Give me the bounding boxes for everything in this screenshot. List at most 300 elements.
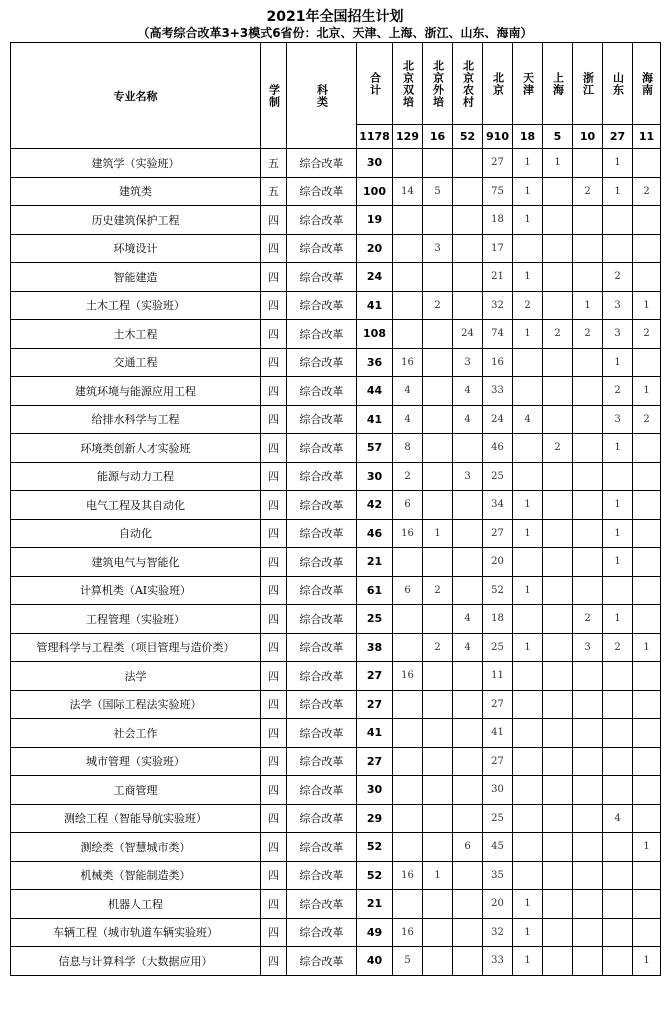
cell-bj-foreign: [423, 719, 453, 748]
cell-shandong: [603, 890, 633, 919]
cell-bj-foreign: [423, 320, 453, 349]
cell-shanghai: [543, 405, 573, 434]
cell-beijing: 34: [483, 491, 513, 520]
cell-category: 综合改革: [287, 548, 357, 577]
cell-bj-dual: [393, 833, 423, 862]
cell-duration: 四: [261, 719, 287, 748]
cell-shanghai: [543, 519, 573, 548]
cell-tianjin: 1: [513, 947, 543, 976]
cell-hainan: 1: [633, 833, 661, 862]
cell-zhejiang: [573, 348, 603, 377]
cell-beijing: 35: [483, 861, 513, 890]
cell-major: 给排水科学与工程: [11, 405, 261, 434]
table-row: [11, 947, 661, 976]
cell-major: 计算机类（AI实验班）: [11, 576, 261, 605]
cell-major: 建筑学（实验班）: [11, 149, 261, 178]
cell-shandong: 1: [603, 177, 633, 206]
cell-hainan: [633, 747, 661, 776]
cell-beijing: 18: [483, 605, 513, 634]
cell-major: 自动化: [11, 519, 261, 548]
cell-zhejiang: [573, 776, 603, 805]
cell-hainan: 1: [633, 377, 661, 406]
cell-bj-rural: 6: [453, 833, 483, 862]
cell-shandong: [603, 576, 633, 605]
cell-shandong: 1: [603, 548, 633, 577]
cell-zhejiang: 3: [573, 633, 603, 662]
cell-category: 综合改革: [287, 519, 357, 548]
cell-duration: 四: [261, 605, 287, 634]
cell-beijing: 32: [483, 291, 513, 320]
cell-shandong: 4: [603, 804, 633, 833]
cell-category: 综合改革: [287, 405, 357, 434]
cell-duration: 四: [261, 918, 287, 947]
cell-total: 41: [357, 405, 393, 434]
cell-major: 法学: [11, 662, 261, 691]
cell-bj-rural: [453, 719, 483, 748]
cell-zhejiang: [573, 263, 603, 292]
cell-bj-dual: [393, 149, 423, 178]
cell-duration: 四: [261, 776, 287, 805]
cell-major: 工程管理（实验班）: [11, 605, 261, 634]
cell-beijing: 33: [483, 377, 513, 406]
cell-shandong: [603, 234, 633, 263]
cell-category: 综合改革: [287, 662, 357, 691]
cell-beijing: 74: [483, 320, 513, 349]
cell-hainan: [633, 548, 661, 577]
cell-zhejiang: [573, 690, 603, 719]
cell-bj-dual: 4: [393, 377, 423, 406]
cell-zhejiang: [573, 234, 603, 263]
cell-total: 21: [357, 890, 393, 919]
total-beijing: 910: [483, 125, 513, 149]
header-zhejiang: [573, 43, 603, 125]
cell-zhejiang: [573, 947, 603, 976]
cell-bj-rural: [453, 947, 483, 976]
cell-shanghai: [543, 206, 573, 235]
cell-total: 27: [357, 690, 393, 719]
cell-category: 综合改革: [287, 719, 357, 748]
cell-major: 土木工程（实验班）: [11, 291, 261, 320]
cell-category: 综合改革: [287, 206, 357, 235]
table-row: [11, 149, 661, 178]
cell-beijing: 17: [483, 234, 513, 263]
header-bj-foreign: [423, 43, 453, 125]
cell-category: 综合改革: [287, 291, 357, 320]
cell-shanghai: [543, 263, 573, 292]
cell-shanghai: [543, 633, 573, 662]
cell-bj-foreign: 3: [423, 234, 453, 263]
cell-tianjin: [513, 804, 543, 833]
table-row: [11, 320, 661, 349]
cell-beijing: 25: [483, 804, 513, 833]
cell-bj-foreign: 2: [423, 576, 453, 605]
cell-beijing: 20: [483, 548, 513, 577]
cell-hainan: [633, 576, 661, 605]
cell-bj-foreign: [423, 263, 453, 292]
header-hainan: [633, 43, 661, 125]
cell-major: 工商管理: [11, 776, 261, 805]
cell-tianjin: 1: [513, 177, 543, 206]
cell-beijing: 16: [483, 348, 513, 377]
cell-duration: 四: [261, 690, 287, 719]
cell-category: 综合改革: [287, 947, 357, 976]
cell-hainan: [633, 206, 661, 235]
cell-duration: 四: [261, 348, 287, 377]
cell-bj-dual: 6: [393, 576, 423, 605]
cell-category: 综合改革: [287, 348, 357, 377]
total-hainan: 11: [633, 125, 661, 149]
cell-category: 综合改革: [287, 462, 357, 491]
cell-shanghai: [543, 861, 573, 890]
cell-bj-rural: 3: [453, 462, 483, 491]
cell-zhejiang: [573, 747, 603, 776]
cell-bj-rural: 24: [453, 320, 483, 349]
cell-major: 机器人工程: [11, 890, 261, 919]
cell-beijing: 18: [483, 206, 513, 235]
cell-beijing: 46: [483, 434, 513, 463]
cell-zhejiang: [573, 405, 603, 434]
cell-zhejiang: [573, 662, 603, 691]
table-row: [11, 434, 661, 463]
cell-shandong: [603, 206, 633, 235]
cell-duration: 四: [261, 804, 287, 833]
cell-zhejiang: [573, 149, 603, 178]
cell-tianjin: [513, 662, 543, 691]
cell-hainan: [633, 149, 661, 178]
header-shanghai-text: 上海: [551, 71, 565, 96]
table-row: [11, 405, 661, 434]
cell-bj-foreign: 2: [423, 633, 453, 662]
cell-shandong: [603, 918, 633, 947]
cell-bj-dual: [393, 263, 423, 292]
cell-bj-foreign: [423, 405, 453, 434]
cell-bj-dual: [393, 776, 423, 805]
table-row: [11, 690, 661, 719]
cell-category: 综合改革: [287, 149, 357, 178]
cell-bj-foreign: [423, 348, 453, 377]
table-row: [11, 348, 661, 377]
cell-bj-dual: 16: [393, 861, 423, 890]
cell-bj-rural: [453, 234, 483, 263]
cell-total: 108: [357, 320, 393, 349]
cell-bj-rural: [453, 548, 483, 577]
table-row: [11, 206, 661, 235]
cell-zhejiang: 2: [573, 320, 603, 349]
cell-category: 综合改革: [287, 833, 357, 862]
cell-bj-rural: [453, 776, 483, 805]
cell-beijing: 27: [483, 690, 513, 719]
cell-bj-dual: 5: [393, 947, 423, 976]
cell-bj-dual: 14: [393, 177, 423, 206]
cell-shanghai: 1: [543, 149, 573, 178]
cell-major: 测绘工程（智能导航实验班）: [11, 804, 261, 833]
cell-shandong: 3: [603, 291, 633, 320]
cell-total: 36: [357, 348, 393, 377]
cell-beijing: 21: [483, 263, 513, 292]
cell-tianjin: 2: [513, 291, 543, 320]
cell-category: 综合改革: [287, 263, 357, 292]
cell-bj-dual: 16: [393, 348, 423, 377]
cell-shandong: 3: [603, 320, 633, 349]
cell-duration: 四: [261, 833, 287, 862]
cell-bj-foreign: 5: [423, 177, 453, 206]
cell-hainan: [633, 263, 661, 292]
cell-bj-foreign: [423, 206, 453, 235]
cell-duration: 四: [261, 548, 287, 577]
table-row: [11, 519, 661, 548]
cell-total: 49: [357, 918, 393, 947]
cell-beijing: 30: [483, 776, 513, 805]
table-body: [11, 149, 661, 976]
cell-beijing: 27: [483, 519, 513, 548]
cell-shandong: [603, 462, 633, 491]
cell-bj-rural: [453, 491, 483, 520]
table-row: [11, 719, 661, 748]
cell-bj-foreign: [423, 434, 453, 463]
cell-bj-foreign: [423, 491, 453, 520]
cell-bj-foreign: [423, 690, 453, 719]
cell-bj-foreign: [423, 662, 453, 691]
cell-shanghai: [543, 690, 573, 719]
cell-tianjin: 1: [513, 576, 543, 605]
cell-shandong: [603, 861, 633, 890]
cell-shanghai: 2: [543, 434, 573, 463]
cell-tianjin: [513, 462, 543, 491]
total-zhejiang: 10: [573, 125, 603, 149]
cell-bj-rural: [453, 690, 483, 719]
cell-hainan: [633, 348, 661, 377]
cell-major: 历史建筑保护工程: [11, 206, 261, 235]
cell-tianjin: [513, 719, 543, 748]
header-category: [287, 43, 357, 149]
page-title: 2021年全国招生计划: [266, 9, 404, 25]
cell-zhejiang: 1: [573, 291, 603, 320]
cell-bj-dual: [393, 206, 423, 235]
cell-duration: 四: [261, 320, 287, 349]
cell-zhejiang: [573, 861, 603, 890]
cell-duration: 四: [261, 405, 287, 434]
cell-duration: 四: [261, 491, 287, 520]
cell-bj-rural: 4: [453, 605, 483, 634]
cell-zhejiang: 2: [573, 605, 603, 634]
cell-bj-rural: 4: [453, 405, 483, 434]
cell-major: 建筑电气与智能化: [11, 548, 261, 577]
cell-category: 综合改革: [287, 804, 357, 833]
cell-bj-rural: [453, 804, 483, 833]
cell-total: 19: [357, 206, 393, 235]
total-shanghai: 5: [543, 125, 573, 149]
cell-bj-rural: [453, 177, 483, 206]
cell-shanghai: [543, 548, 573, 577]
cell-major: 交通工程: [11, 348, 261, 377]
cell-beijing: 27: [483, 747, 513, 776]
cell-shandong: 1: [603, 491, 633, 520]
cell-category: 综合改革: [287, 491, 357, 520]
cell-shanghai: [543, 833, 573, 862]
cell-hainan: 2: [633, 177, 661, 206]
table-row: [11, 918, 661, 947]
cell-bj-rural: [453, 861, 483, 890]
cell-tianjin: 4: [513, 405, 543, 434]
cell-duration: 四: [261, 291, 287, 320]
cell-beijing: 25: [483, 462, 513, 491]
cell-major: 管理科学与工程类（项目管理与造价类）: [11, 633, 261, 662]
cell-beijing: 24: [483, 405, 513, 434]
header-shandong: [603, 43, 633, 125]
cell-bj-dual: 2: [393, 462, 423, 491]
cell-hainan: [633, 690, 661, 719]
cell-major: 电气工程及其自动化: [11, 491, 261, 520]
cell-total: 100: [357, 177, 393, 206]
table-row: [11, 605, 661, 634]
cell-bj-foreign: [423, 776, 453, 805]
cell-major: 土木工程: [11, 320, 261, 349]
cell-shanghai: [543, 234, 573, 263]
cell-major: 测绘类（智慧城市类）: [11, 833, 261, 862]
cell-total: 20: [357, 234, 393, 263]
cell-zhejiang: [573, 462, 603, 491]
cell-category: 综合改革: [287, 234, 357, 263]
cell-shanghai: [543, 662, 573, 691]
header-beijing: [483, 43, 513, 125]
cell-hainan: 1: [633, 633, 661, 662]
table-row: [11, 804, 661, 833]
cell-tianjin: [513, 747, 543, 776]
cell-zhejiang: [573, 833, 603, 862]
cell-duration: 四: [261, 576, 287, 605]
cell-shandong: [603, 662, 633, 691]
cell-zhejiang: [573, 491, 603, 520]
cell-category: 综合改革: [287, 377, 357, 406]
cell-bj-foreign: 1: [423, 519, 453, 548]
cell-total: 41: [357, 291, 393, 320]
table-row: [11, 263, 661, 292]
cell-bj-foreign: [423, 149, 453, 178]
cell-duration: 四: [261, 633, 287, 662]
cell-bj-rural: [453, 662, 483, 691]
cell-duration: 五: [261, 149, 287, 178]
cell-hainan: [633, 776, 661, 805]
cell-bj-foreign: [423, 747, 453, 776]
cell-major: 建筑类: [11, 177, 261, 206]
table-row: [11, 861, 661, 890]
header-beijing-text: 北京: [491, 71, 505, 96]
cell-hainan: 1: [633, 947, 661, 976]
cell-duration: 四: [261, 377, 287, 406]
header-zhejiang-text: 浙江: [581, 71, 595, 96]
cell-tianjin: 1: [513, 519, 543, 548]
cell-beijing: 32: [483, 918, 513, 947]
cell-shandong: [603, 719, 633, 748]
table-row: [11, 462, 661, 491]
cell-bj-dual: 4: [393, 405, 423, 434]
cell-total: 27: [357, 747, 393, 776]
cell-category: 综合改革: [287, 776, 357, 805]
cell-bj-foreign: [423, 833, 453, 862]
cell-total: 30: [357, 776, 393, 805]
cell-tianjin: [513, 434, 543, 463]
cell-duration: 四: [261, 234, 287, 263]
header-bj-rural-text: 北京农村: [461, 59, 475, 108]
header-category-text: 科类: [315, 83, 329, 108]
cell-bj-foreign: [423, 804, 453, 833]
cell-hainan: [633, 234, 661, 263]
cell-bj-dual: 16: [393, 918, 423, 947]
cell-shandong: 3: [603, 405, 633, 434]
header-bj-dual-text: 北京双培: [401, 59, 415, 108]
cell-bj-foreign: [423, 918, 453, 947]
cell-zhejiang: [573, 548, 603, 577]
cell-shanghai: [543, 462, 573, 491]
cell-total: 38: [357, 633, 393, 662]
enrollment-plan-table: [10, 42, 661, 976]
cell-hainan: [633, 462, 661, 491]
cell-tianjin: [513, 833, 543, 862]
cell-bj-foreign: [423, 947, 453, 976]
cell-bj-rural: [453, 434, 483, 463]
cell-major: 建筑环境与能源应用工程: [11, 377, 261, 406]
cell-category: 综合改革: [287, 177, 357, 206]
table-row: [11, 776, 661, 805]
cell-shanghai: [543, 605, 573, 634]
cell-bj-dual: 8: [393, 434, 423, 463]
cell-major: 环境设计: [11, 234, 261, 263]
cell-hainan: [633, 918, 661, 947]
cell-shanghai: [543, 491, 573, 520]
cell-bj-dual: 6: [393, 491, 423, 520]
header-tianjin: [513, 43, 543, 125]
page-subtitle: （高考综合改革3+3模式6省份：北京、天津、上海、浙江、山东、海南）: [137, 26, 533, 40]
cell-shanghai: [543, 177, 573, 206]
table-row: [11, 234, 661, 263]
cell-tianjin: [513, 548, 543, 577]
cell-total: 40: [357, 947, 393, 976]
cell-hainan: [633, 605, 661, 634]
cell-category: 综合改革: [287, 890, 357, 919]
cell-bj-rural: [453, 149, 483, 178]
cell-hainan: [633, 662, 661, 691]
cell-bj-dual: [393, 890, 423, 919]
cell-hainan: [633, 519, 661, 548]
cell-hainan: [633, 890, 661, 919]
cell-tianjin: 1: [513, 633, 543, 662]
cell-zhejiang: [573, 377, 603, 406]
cell-category: 综合改革: [287, 576, 357, 605]
cell-duration: 四: [261, 861, 287, 890]
cell-beijing: 25: [483, 633, 513, 662]
cell-shanghai: [543, 377, 573, 406]
cell-shandong: 1: [603, 434, 633, 463]
cell-shandong: 2: [603, 633, 633, 662]
cell-tianjin: 1: [513, 206, 543, 235]
cell-shanghai: [543, 719, 573, 748]
cell-duration: 四: [261, 519, 287, 548]
cell-bj-rural: 4: [453, 633, 483, 662]
cell-zhejiang: [573, 576, 603, 605]
header-shandong-text: 山东: [611, 71, 625, 96]
total-shandong: 27: [603, 125, 633, 149]
cell-shanghai: [543, 804, 573, 833]
cell-zhejiang: [573, 206, 603, 235]
cell-beijing: 75: [483, 177, 513, 206]
cell-zhejiang: [573, 434, 603, 463]
total-all: 1178: [357, 125, 393, 149]
cell-shandong: [603, 690, 633, 719]
cell-bj-foreign: 1: [423, 861, 453, 890]
cell-tianjin: [513, 605, 543, 634]
cell-category: 综合改革: [287, 861, 357, 890]
cell-bj-dual: [393, 747, 423, 776]
